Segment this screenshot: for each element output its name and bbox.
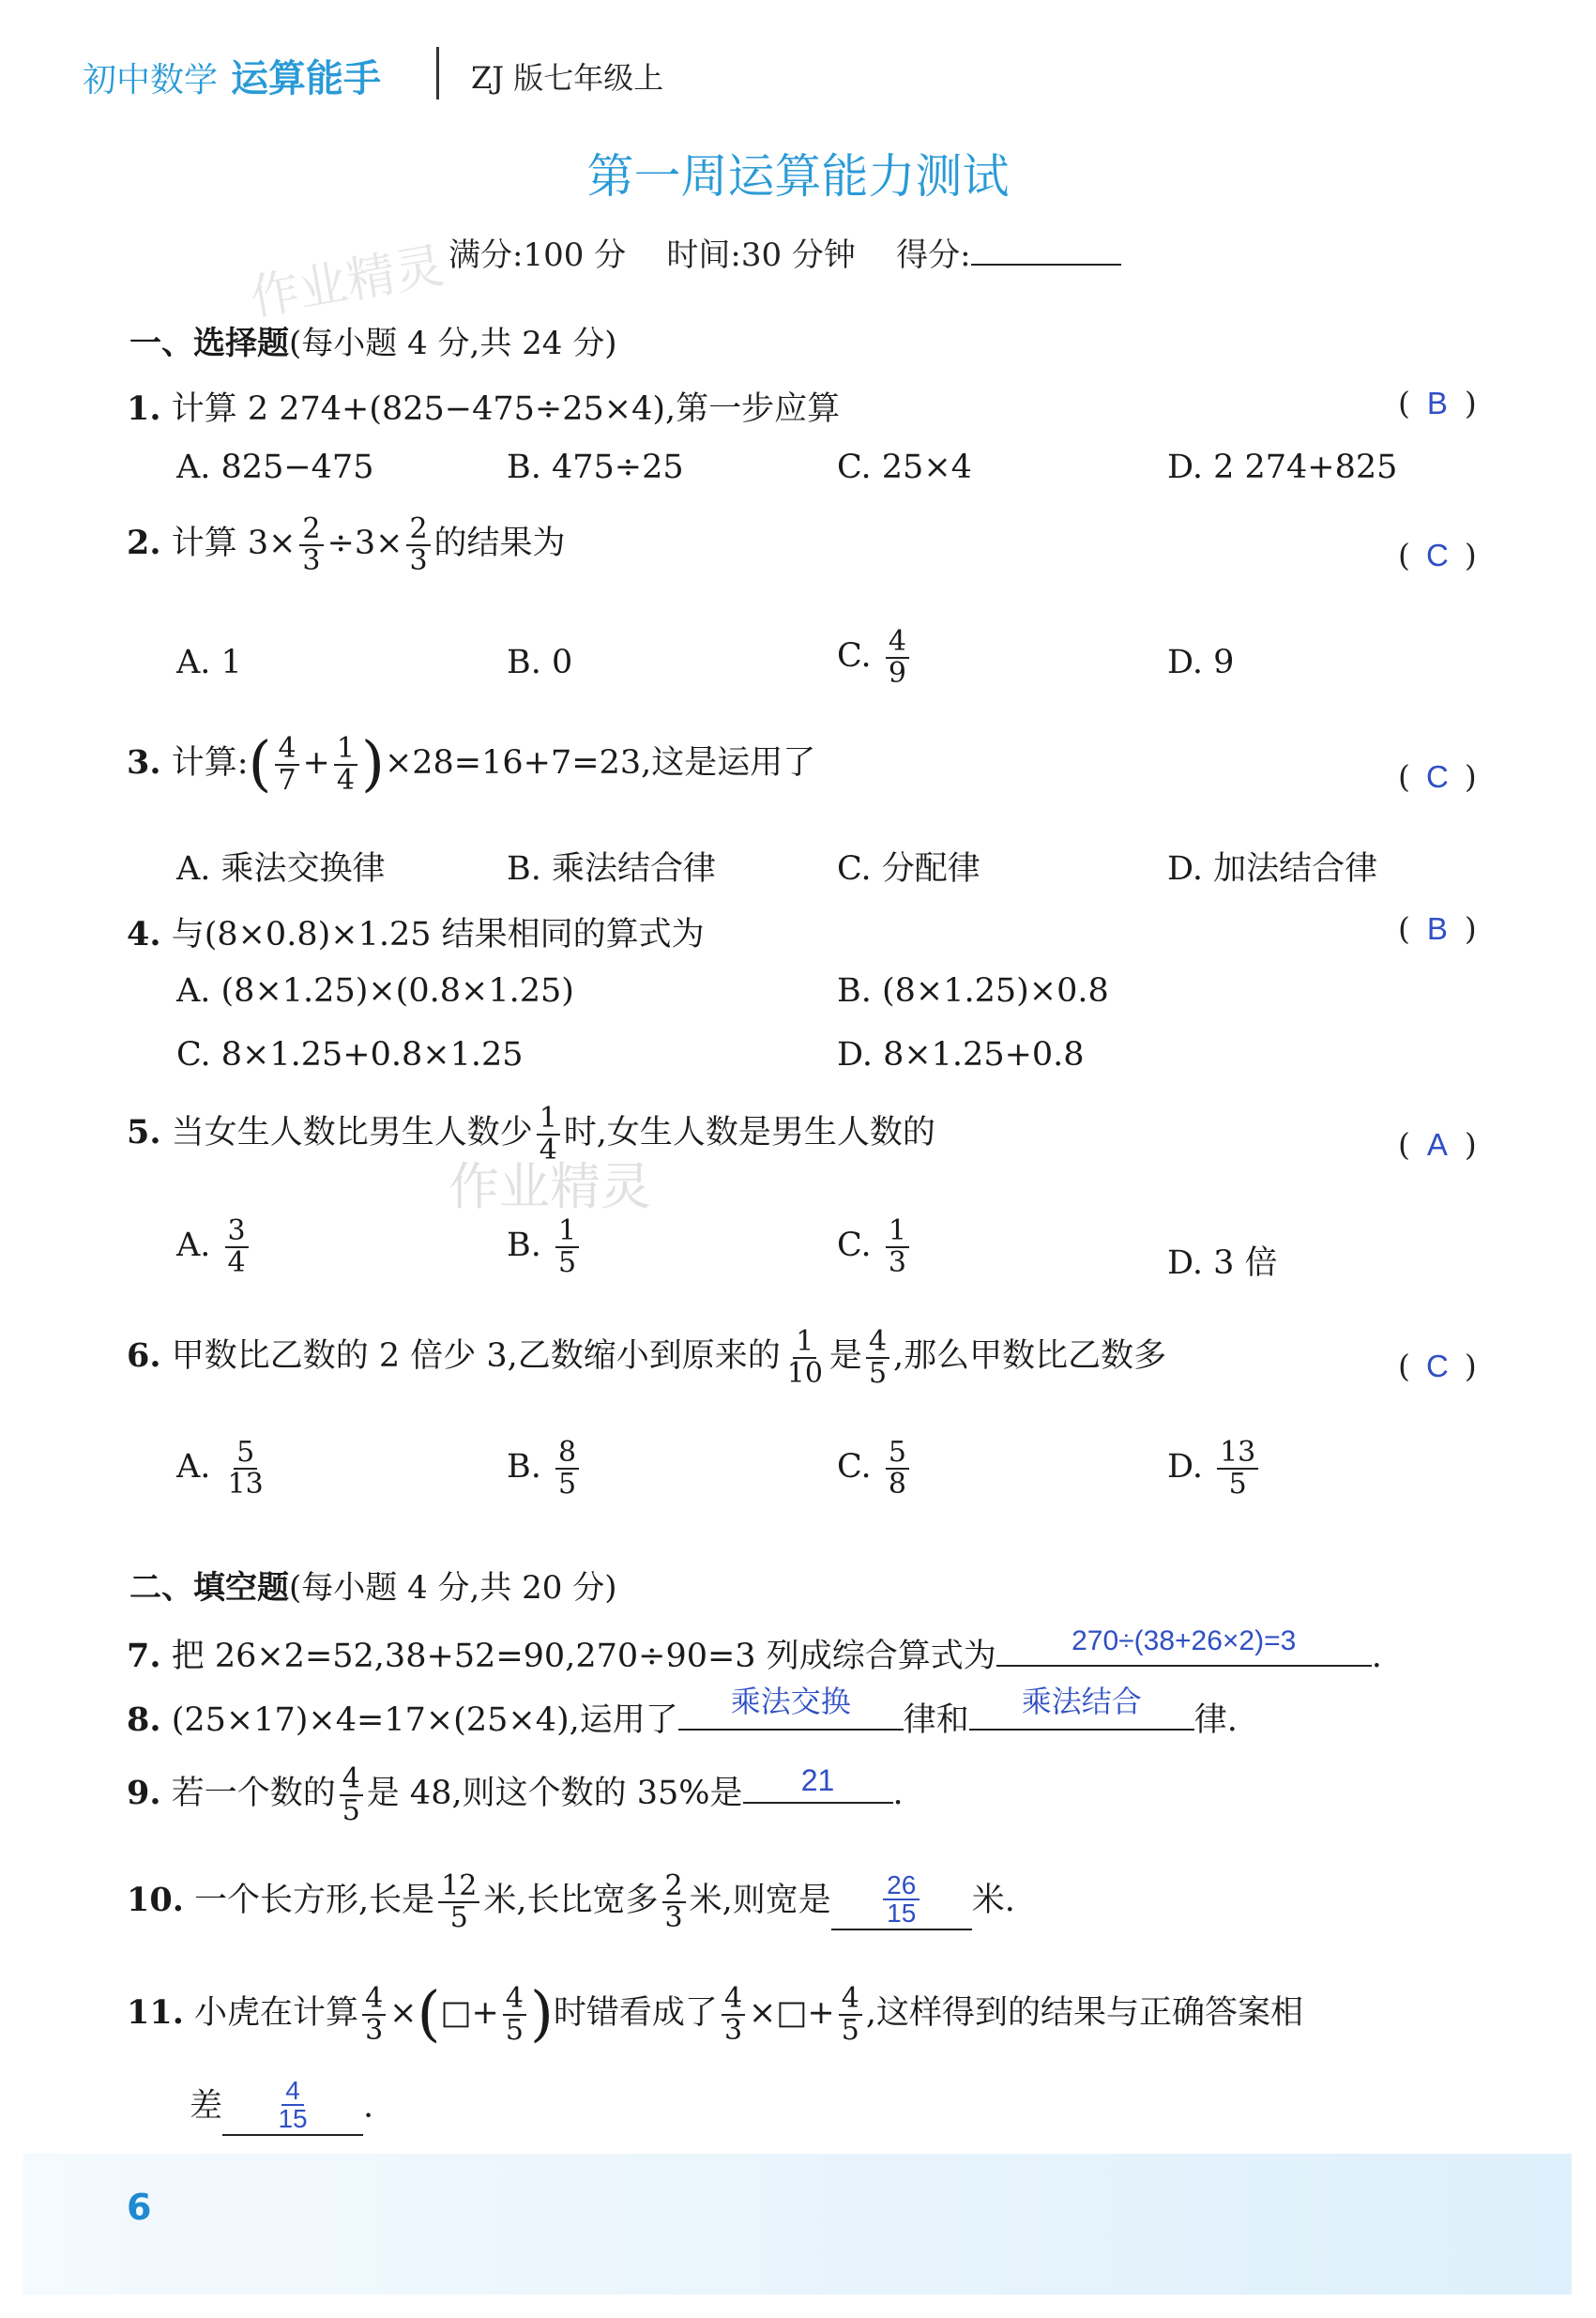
option-3c: C. 分配律 bbox=[837, 850, 980, 888]
question-8: 8. (25×17)×4=17×(25×4),运用了 乘法交换 律和 乘法结合 律. bbox=[127, 1685, 1238, 1739]
watermark-stamp: 作业精灵 bbox=[246, 237, 448, 328]
option-2d: D. 9 bbox=[1167, 644, 1235, 681]
option-5d: D. 3 倍 bbox=[1167, 1244, 1278, 1282]
option-5c: C. $\frac{1}{3}$ bbox=[837, 1216, 913, 1277]
section-heading-fill: 二、填空题(每小题 4 分,共 20 分) bbox=[129, 1569, 617, 1607]
score-blank[interactable] bbox=[971, 237, 1121, 266]
option-3b: B. 乘法结合律 bbox=[507, 850, 716, 888]
option-2a: A. 1 bbox=[176, 644, 242, 681]
watermark-stamp-2: 作业精灵 bbox=[448, 1157, 651, 1216]
fraction: $\frac{2}{3}$ bbox=[406, 514, 430, 575]
option-2c: C. $\frac{4}{9}$ bbox=[837, 627, 913, 688]
series-name: 初中数学 bbox=[83, 61, 219, 99]
option-4a: A. (8×1.25)×(0.8×1.25) bbox=[176, 972, 574, 1010]
option-1d: D. 2 274+825 bbox=[1167, 449, 1398, 486]
question-6: 6. 甲数比乙数的 2 倍少 3,乙数缩小到原来的 $\frac{1}{10}$ 是 $\frac{4}{5}$ ,那么甲数比乙数多 bbox=[127, 1325, 1167, 1390]
question-11-line2: 差 4 15 . bbox=[190, 2080, 373, 2136]
option-1a: A. 825−475 bbox=[176, 449, 374, 486]
option-6c: C. $\frac{5}{8}$ bbox=[837, 1438, 913, 1499]
question-7: 7. 把 26×2=52,38+52=90,270÷90=3 列成综合算式为 270÷(38+26×2)=3 . bbox=[127, 1625, 1382, 1675]
answer-3: ( C ) bbox=[1398, 758, 1477, 795]
question-5: 5. 当女生人数比男生人数少 $\frac{1}{4}$ 时,女生人数是男生人数的 bbox=[127, 1102, 935, 1167]
question-4: 4. 与(8×0.8)×1.25 结果相同的算式为 bbox=[127, 915, 705, 953]
option-4b: B. (8×1.25)×0.8 bbox=[837, 972, 1109, 1010]
answer-blank-11[interactable]: 4 15 bbox=[222, 2080, 363, 2136]
full-score: 满分:100 分 bbox=[448, 236, 627, 274]
answer-4: ( B ) bbox=[1398, 910, 1477, 947]
option-4d: D. 8×1.25+0.8 bbox=[837, 1036, 1085, 1074]
question-10: 10. 一个长方形,长是 $\frac{12}{5}$ 米,长比宽多 $\frac{2}{3}$ 米,则宽是 26 15 米. bbox=[127, 1869, 1015, 1934]
page-title: 第一周运算能力测试 bbox=[586, 149, 1010, 204]
score-label: 得分: bbox=[896, 236, 971, 274]
option-5a: A. $\frac{3}{4}$ bbox=[176, 1216, 252, 1277]
question-1: 1. 计算 2 274+(825−475÷25×4),第一步应算 bbox=[127, 389, 841, 428]
edition-label: ZJ 版七年级上 bbox=[471, 60, 664, 96]
footer-band bbox=[23, 2154, 1572, 2295]
question-9: 9. 若一个数的 $\frac{4}{5}$ 是 48,则这个数的 35%是 21 . bbox=[127, 1762, 904, 1827]
question-3: 3. 计算:( $\frac{4}{7}$ + $\frac{1}{4}$ )×28=16+7=23,这是运用了 bbox=[127, 729, 816, 800]
answer-2: ( C ) bbox=[1398, 537, 1477, 573]
option-1b: B. 475÷25 bbox=[507, 449, 684, 486]
question-11: 11. 小虎在计算 $\frac{4}{3}$ ×(□+ $\frac{4}{5}$ )时错看成了 $\frac{4}{3}$ ×□+ $\frac{4}{5}$ ,这样得到的结果与正确答案相 bbox=[127, 1979, 1303, 2050]
option-3a: A. 乘法交换律 bbox=[176, 850, 386, 888]
series-subtitle: 运算能手 bbox=[231, 57, 382, 100]
answer-1: ( B ) bbox=[1398, 385, 1477, 421]
answer-blank-9[interactable]: 21 bbox=[743, 1762, 893, 1804]
answer-blank-7[interactable]: 270÷(38+26×2)=3 bbox=[996, 1627, 1372, 1667]
option-1c: C. 25×4 bbox=[837, 449, 972, 486]
option-4c: C. 8×1.25+0.8×1.25 bbox=[176, 1036, 524, 1074]
section-heading-choice: 一、选择题(每小题 4 分,共 24 分) bbox=[129, 325, 617, 362]
answer-6: ( C ) bbox=[1398, 1348, 1477, 1384]
option-6d: D. $\frac{13}{5}$ bbox=[1167, 1438, 1262, 1499]
time-limit: 时间:30 分钟 bbox=[666, 236, 856, 274]
question-2: 2. 计算 3× $\frac{2}{3}$ ÷3× $\frac{2}{3}$ 的结果为 bbox=[127, 512, 566, 577]
option-3d: D. 加法结合律 bbox=[1167, 850, 1378, 888]
answer-blank-8a[interactable]: 乘法交换 bbox=[678, 1689, 904, 1731]
option-5b: B. $\frac{1}{5}$ bbox=[507, 1216, 583, 1277]
answer-blank-8b[interactable]: 乘法结合 bbox=[969, 1689, 1194, 1731]
option-6b: B. $\frac{8}{5}$ bbox=[507, 1438, 583, 1499]
answer-5: ( A ) bbox=[1398, 1126, 1477, 1163]
option-2b: B. 0 bbox=[507, 644, 573, 681]
fraction: $\frac{2}{3}$ bbox=[299, 514, 323, 575]
answer-blank-10[interactable]: 26 15 bbox=[831, 1874, 972, 1930]
test-meta bbox=[448, 229, 1121, 275]
series-title bbox=[83, 49, 381, 102]
header-divider bbox=[436, 47, 439, 99]
option-6a: A. $\frac{5}{13}$ bbox=[176, 1436, 264, 1501]
page-number: 6 bbox=[127, 2187, 152, 2228]
